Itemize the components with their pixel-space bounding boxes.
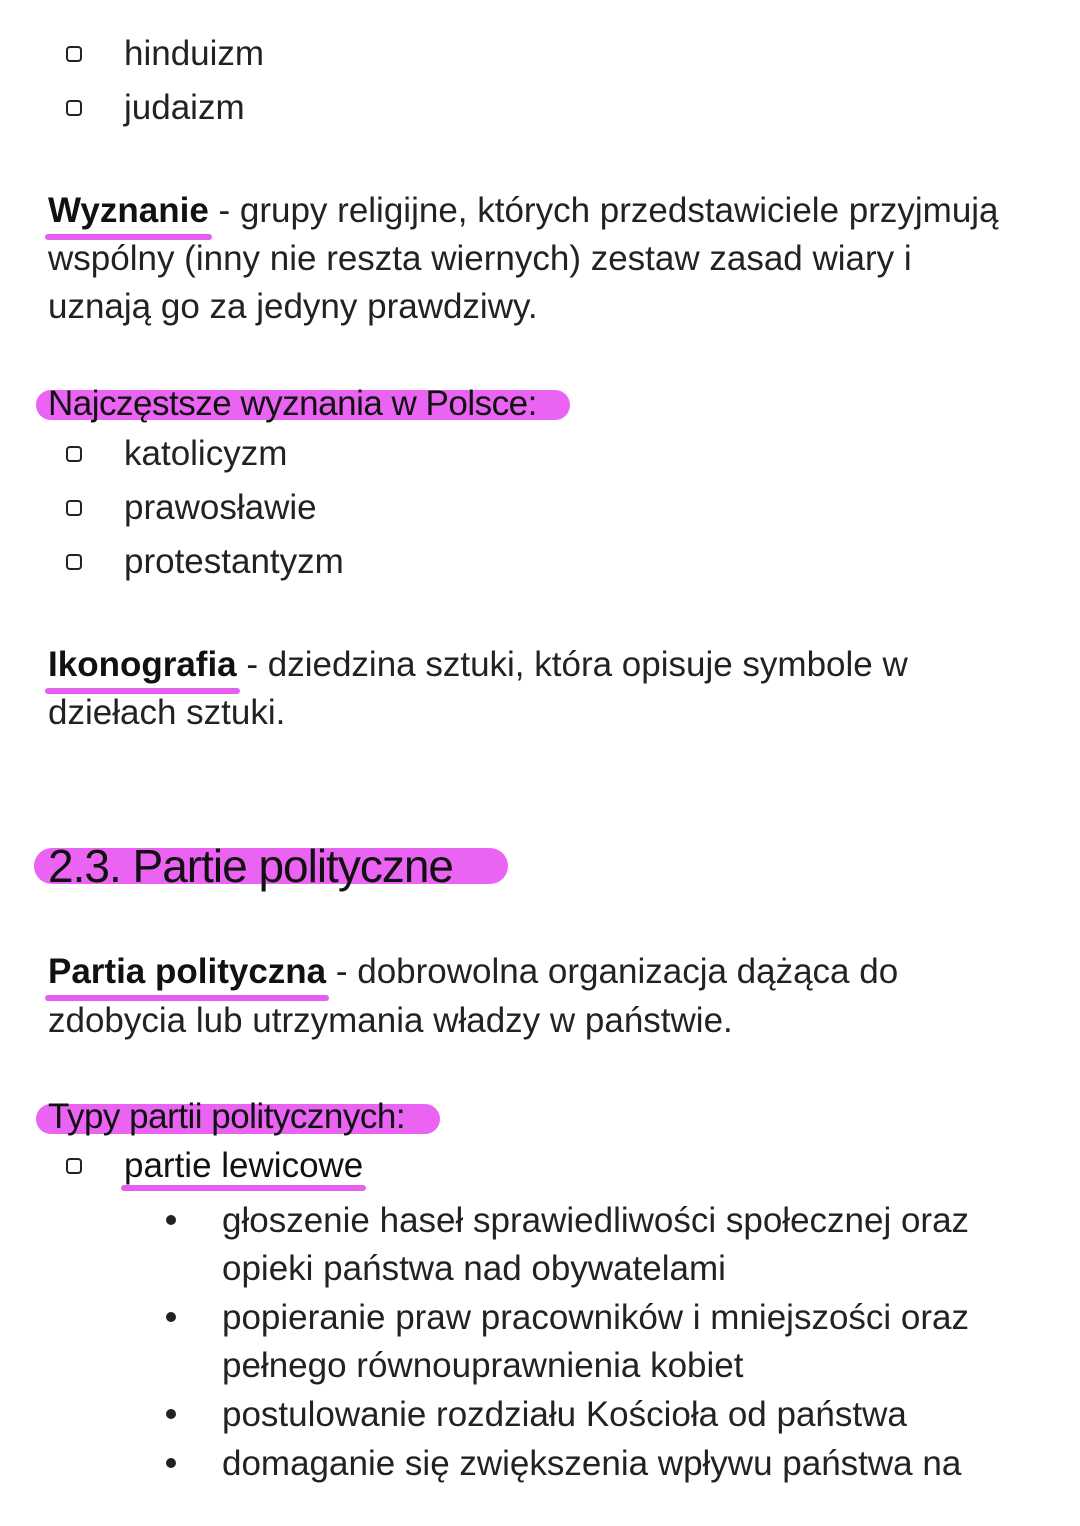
list-item-label: partie lewicowe [124,1146,364,1185]
term-label: Wyznanie [48,191,209,230]
highlight-underline [121,1185,366,1191]
definition-text-line: wspólny (inny nie reszta wiernych) zestaw zasad wiary i [48,239,912,278]
bullet-text: pełnego równouprawnienia kobiet [222,1346,744,1385]
bullet-text: popieranie praw pracowników i mniejszości oraz [222,1298,969,1337]
bullet-icon [166,1215,176,1225]
list-item-katolicyzm [66,430,287,478]
list-item-label: katolicyzm [124,434,288,473]
checkbox-icon [66,446,82,462]
checkbox-icon [66,100,82,116]
list-item-label: judaizm [124,88,245,127]
definition-text: - dobrowolna organizacja dążąca do [326,952,899,991]
term-label: Ikonografia [48,645,237,684]
definition-partia [48,948,898,996]
bullet-icon [166,1458,176,1468]
definition-wyznanie [48,187,999,235]
term-partie-lewicowe [124,1146,363,1186]
term-label: Partia polityczna [48,952,327,991]
term-partia-polityczna [48,948,326,996]
subheading-typy: Typy partii politycznych: [48,1097,406,1136]
checkbox-icon [66,500,82,516]
list-item-judaizm [66,84,245,132]
definition-ikonografia [48,641,908,689]
bullet-text: opieki państwa nad obywatelami [222,1249,726,1288]
list-item-protestantyzm [66,538,344,586]
bullet-text: domaganie się zwiększenia wpływu państwa na [222,1444,962,1483]
list-item-label: protestantyzm [124,542,344,581]
term-ikonografia [48,641,237,689]
list-item-label: hinduizm [124,34,265,73]
definition-text: - dziedzina sztuki, która opisuje symbole w [236,645,908,684]
list-item-label: prawosławie [124,488,317,527]
bullet-icon [166,1409,176,1419]
bullet-icon [166,1312,176,1322]
checkbox-icon [66,46,82,62]
section-title: 2.3. Partie polityczne [48,840,454,892]
list-item-prawoslawie [66,484,317,532]
bullet-text: głoszenie haseł sprawiedliwości społecznej oraz [222,1201,970,1240]
definition-text-line: uznają go za jedyny prawdziwy. [48,287,538,326]
checkbox-icon [66,554,82,570]
bullet-text: postulowanie rozdziału Kościoła od państwa [222,1395,907,1434]
definition-text-line: zdobycia lub utrzymania władzy w państwie. [48,1001,733,1040]
checkbox-icon [66,1158,82,1174]
definition-text-line: dziełach sztuki. [48,693,286,732]
list-item-partie-lewicowe [66,1142,363,1190]
subheading-wyznania: Najczęstsze wyznania w Polsce: [48,384,537,423]
term-wyznanie [48,187,209,235]
list-item-hinduizm [66,30,264,78]
definition-text: - grupy religijne, których przedstawiciele przyjmują [208,191,999,230]
